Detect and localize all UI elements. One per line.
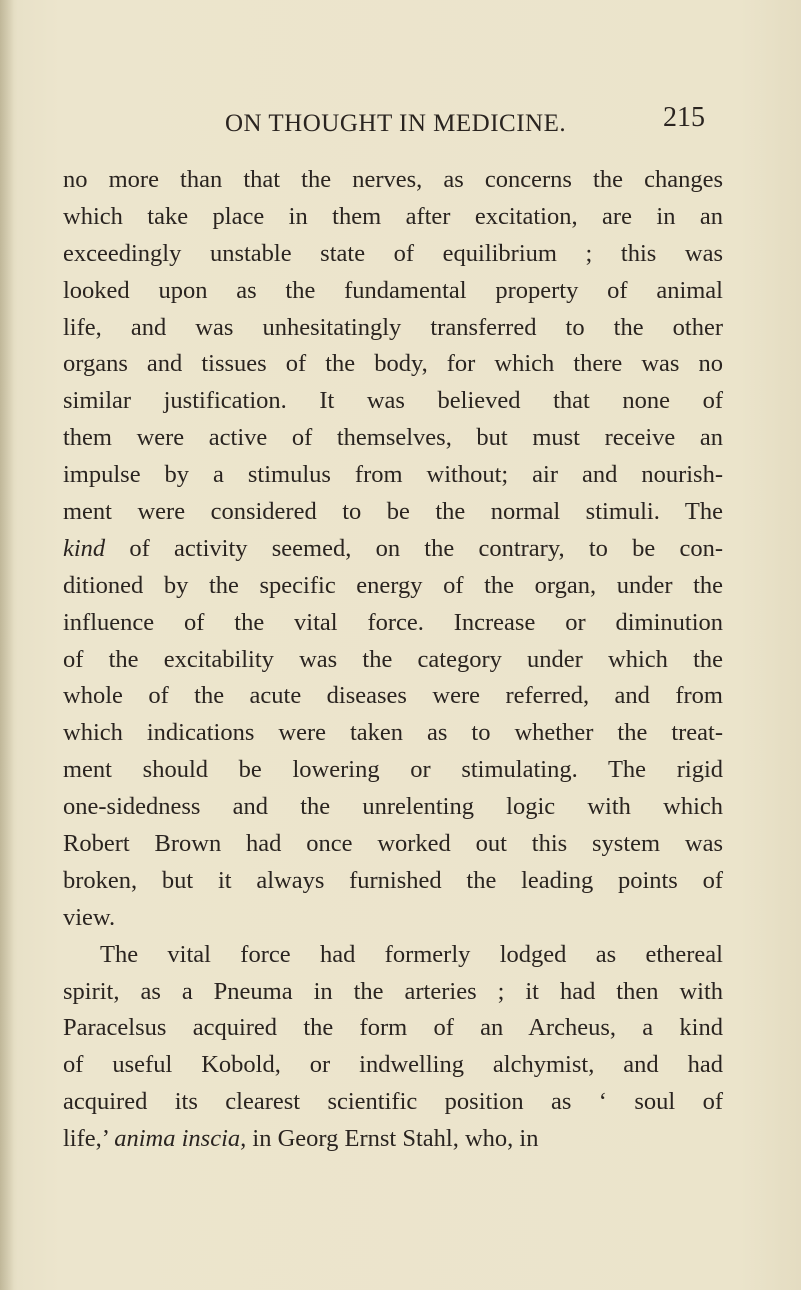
text-segment: similar justification. It was believed that none of <box>63 387 723 415</box>
text-segment: of useful Kobold, or indwelling alchymist, and had <box>63 1051 723 1079</box>
text-line <box>63 531 723 568</box>
text-segment: influence of the vital force. Increase or diminution <box>63 608 723 636</box>
text-line <box>63 789 723 826</box>
text-segment: exceedingly unstable state of equilibrium ; this was <box>63 239 723 267</box>
text-line <box>63 273 723 310</box>
text-segment: The vital force had formerly lodged as ethereal <box>100 940 723 968</box>
text-segment: ment were considered to be the normal stimuli. The <box>63 498 723 526</box>
text-segment: organs and tissues of the body, for which there was no <box>63 350 723 378</box>
text-line <box>63 826 723 863</box>
text-line <box>63 383 723 420</box>
text-segment: of the excitability was the category under which the <box>63 645 723 673</box>
text-line <box>63 642 723 679</box>
text-segment: which take place in them after excitation, are in an <box>63 202 723 230</box>
body-text <box>63 162 723 1158</box>
text-line <box>63 900 723 937</box>
text-line <box>63 752 723 789</box>
text-segment: impulse by a stimulus from without; air and nourish- <box>63 461 723 489</box>
text-line <box>63 162 723 199</box>
text-segment: Robert Brown had once worked out this system was <box>63 830 723 858</box>
text-line <box>63 457 723 494</box>
text-line <box>63 605 723 642</box>
running-head <box>225 102 705 144</box>
text-line <box>63 974 723 1011</box>
page-number: 215 <box>663 102 705 133</box>
text-line <box>63 1121 723 1158</box>
text-segment: life, and was unhesitatingly transferred to the other <box>63 313 723 341</box>
text-segment: one-sidedness and the unrelenting logic with which <box>63 793 723 821</box>
text-segment: them were active of themselves, but must receive an <box>63 424 723 452</box>
running-title: ON THOUGHT IN MEDICINE. <box>225 110 567 137</box>
text-line <box>63 199 723 236</box>
text-segment: no more than that the nerves, as concerns the changes <box>63 166 723 193</box>
page-gutter-shadow <box>0 0 14 1290</box>
text-line <box>63 715 723 752</box>
text-segment: broken, but it always furnished the leading points of <box>63 866 723 894</box>
text-segment: spirit, as a Pneuma in the arteries ; it had then with <box>63 977 723 1005</box>
text-line <box>63 1047 723 1084</box>
text-segment: which indications were taken as to whether the treat- <box>63 719 723 747</box>
text-segment: looked upon as the fundamental property of animal <box>63 276 723 304</box>
text-line <box>63 420 723 457</box>
text-line <box>63 1084 723 1121</box>
text-segment: acquired its clearest scientific position as ‘ soul of <box>63 1088 723 1116</box>
italic-text: kind <box>63 534 106 562</box>
text-line <box>63 310 723 347</box>
text-segment: whole of the acute diseases were referred, and from <box>63 682 723 710</box>
paragraph <box>63 937 723 1158</box>
text-line <box>63 937 723 974</box>
italic-text: anima inscia, <box>114 1125 247 1153</box>
text-line <box>63 236 723 273</box>
text-segment: of activity seemed, on the contrary, to be con- <box>105 534 723 562</box>
text-segment: in Georg Ernst Stahl, who, in <box>246 1125 539 1153</box>
paragraph <box>63 162 723 937</box>
text-line <box>63 568 723 605</box>
text-segment: ment should be lowering or stimulating. The rigid <box>63 756 723 784</box>
text-segment: view. <box>63 903 116 931</box>
text-line <box>63 494 723 531</box>
text-segment: Paracelsus acquired the form of an Archeus, a kind <box>63 1014 723 1042</box>
text-segment: ditioned by the specific energy of the organ, under the <box>63 571 723 599</box>
text-line <box>63 863 723 900</box>
text-segment: life,’ <box>63 1125 115 1153</box>
text-line <box>63 678 723 715</box>
text-line <box>63 346 723 383</box>
text-line <box>63 1010 723 1047</box>
